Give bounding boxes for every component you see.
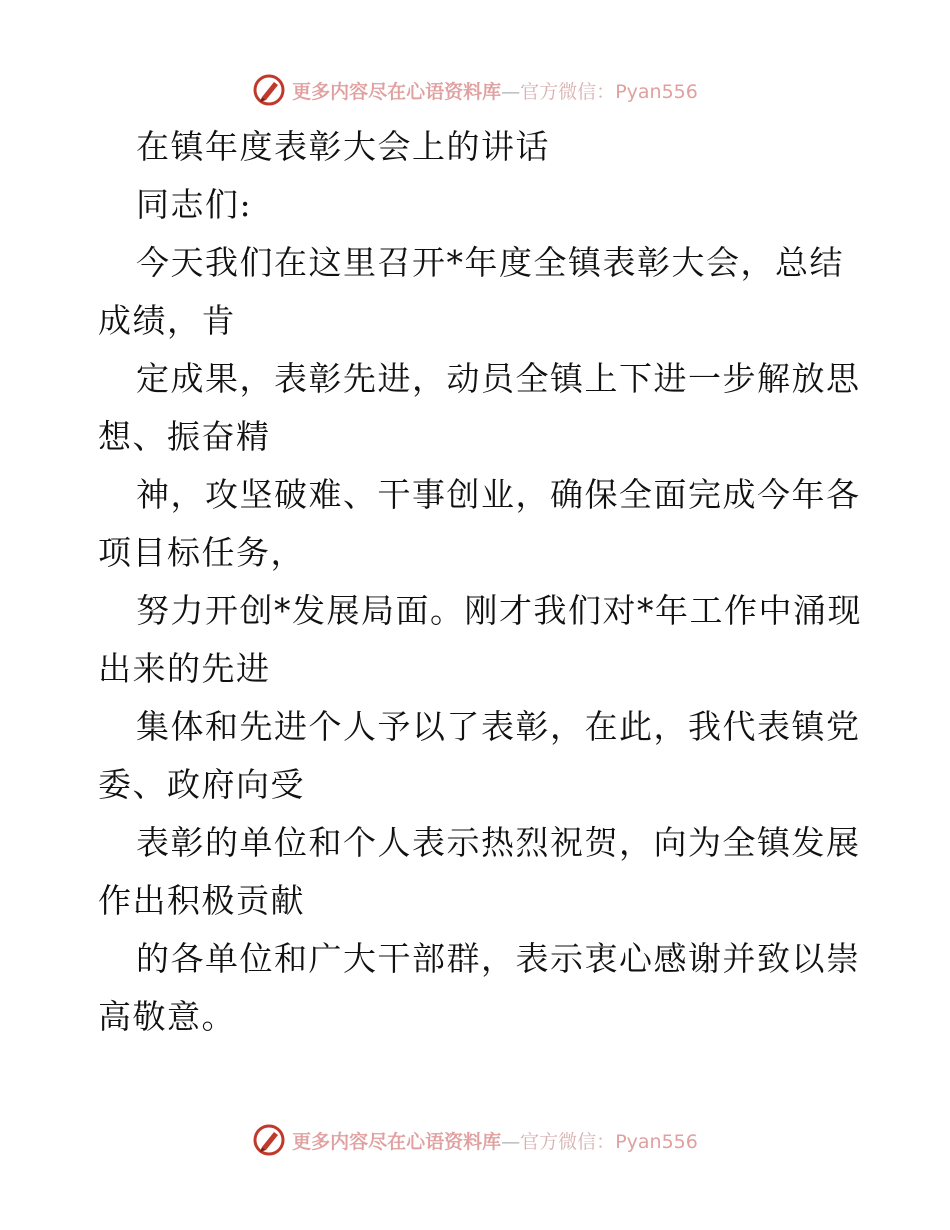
paragraph-line: 努力开创*发展局面。刚才我们对*年工作中涌现 bbox=[136, 591, 862, 630]
watermark-main-text: 更多内容尽在心语资料库 bbox=[292, 1130, 502, 1153]
header-watermark-banner bbox=[0, 70, 950, 110]
paragraph-line: 定成果，表彰先进，动员全镇上下进一步解放思 bbox=[136, 359, 861, 398]
document-title: 在镇年度表彰大会上的讲话 bbox=[136, 127, 550, 166]
paragraph-line: 集体和先进个人予以了表彰，在此，我代表镇党 bbox=[136, 707, 861, 746]
watermark-text bbox=[292, 1127, 698, 1154]
watermark-account-label: 官方微信： bbox=[520, 80, 616, 103]
paragraph-line: 作出积极贡献 bbox=[98, 881, 305, 920]
watermark-account-id: Pyan556 bbox=[615, 1130, 698, 1153]
footer-watermark-banner bbox=[0, 1120, 950, 1160]
paragraph-line: 神，攻坚破难、干事创业，确保全面完成今年各 bbox=[136, 475, 861, 514]
pen-in-circle-icon bbox=[252, 73, 286, 107]
watermark-dash: — bbox=[501, 1130, 521, 1153]
watermark-text bbox=[292, 77, 698, 104]
paragraph-line: 高敬意。 bbox=[98, 997, 236, 1036]
paragraph-line: 出来的先进 bbox=[98, 649, 271, 688]
paragraph-line: 今天我们在这里召开*年度全镇表彰大会，总结 bbox=[136, 243, 844, 282]
salutation: 同志们: bbox=[136, 185, 253, 224]
pen-in-circle-icon bbox=[252, 1123, 286, 1157]
watermark-main-text: 更多内容尽在心语资料库 bbox=[292, 80, 502, 103]
paragraph-line: 委、政府向受 bbox=[98, 765, 305, 804]
document-body bbox=[98, 118, 862, 1046]
watermark-account-label: 官方微信： bbox=[520, 1130, 616, 1153]
paragraph-line: 成绩，肯 bbox=[98, 301, 236, 340]
paragraph-line: 项目标任务， bbox=[98, 533, 305, 572]
paragraph-line: 的各单位和广大干部群，表示衷心感谢并致以崇 bbox=[136, 939, 861, 978]
paragraph-line: 表彰的单位和个人表示热烈祝贺，向为全镇发展 bbox=[136, 823, 861, 862]
watermark-account-id: Pyan556 bbox=[615, 80, 698, 103]
paragraph-line: 想、振奋精 bbox=[98, 417, 271, 456]
watermark-dash: — bbox=[501, 80, 521, 103]
